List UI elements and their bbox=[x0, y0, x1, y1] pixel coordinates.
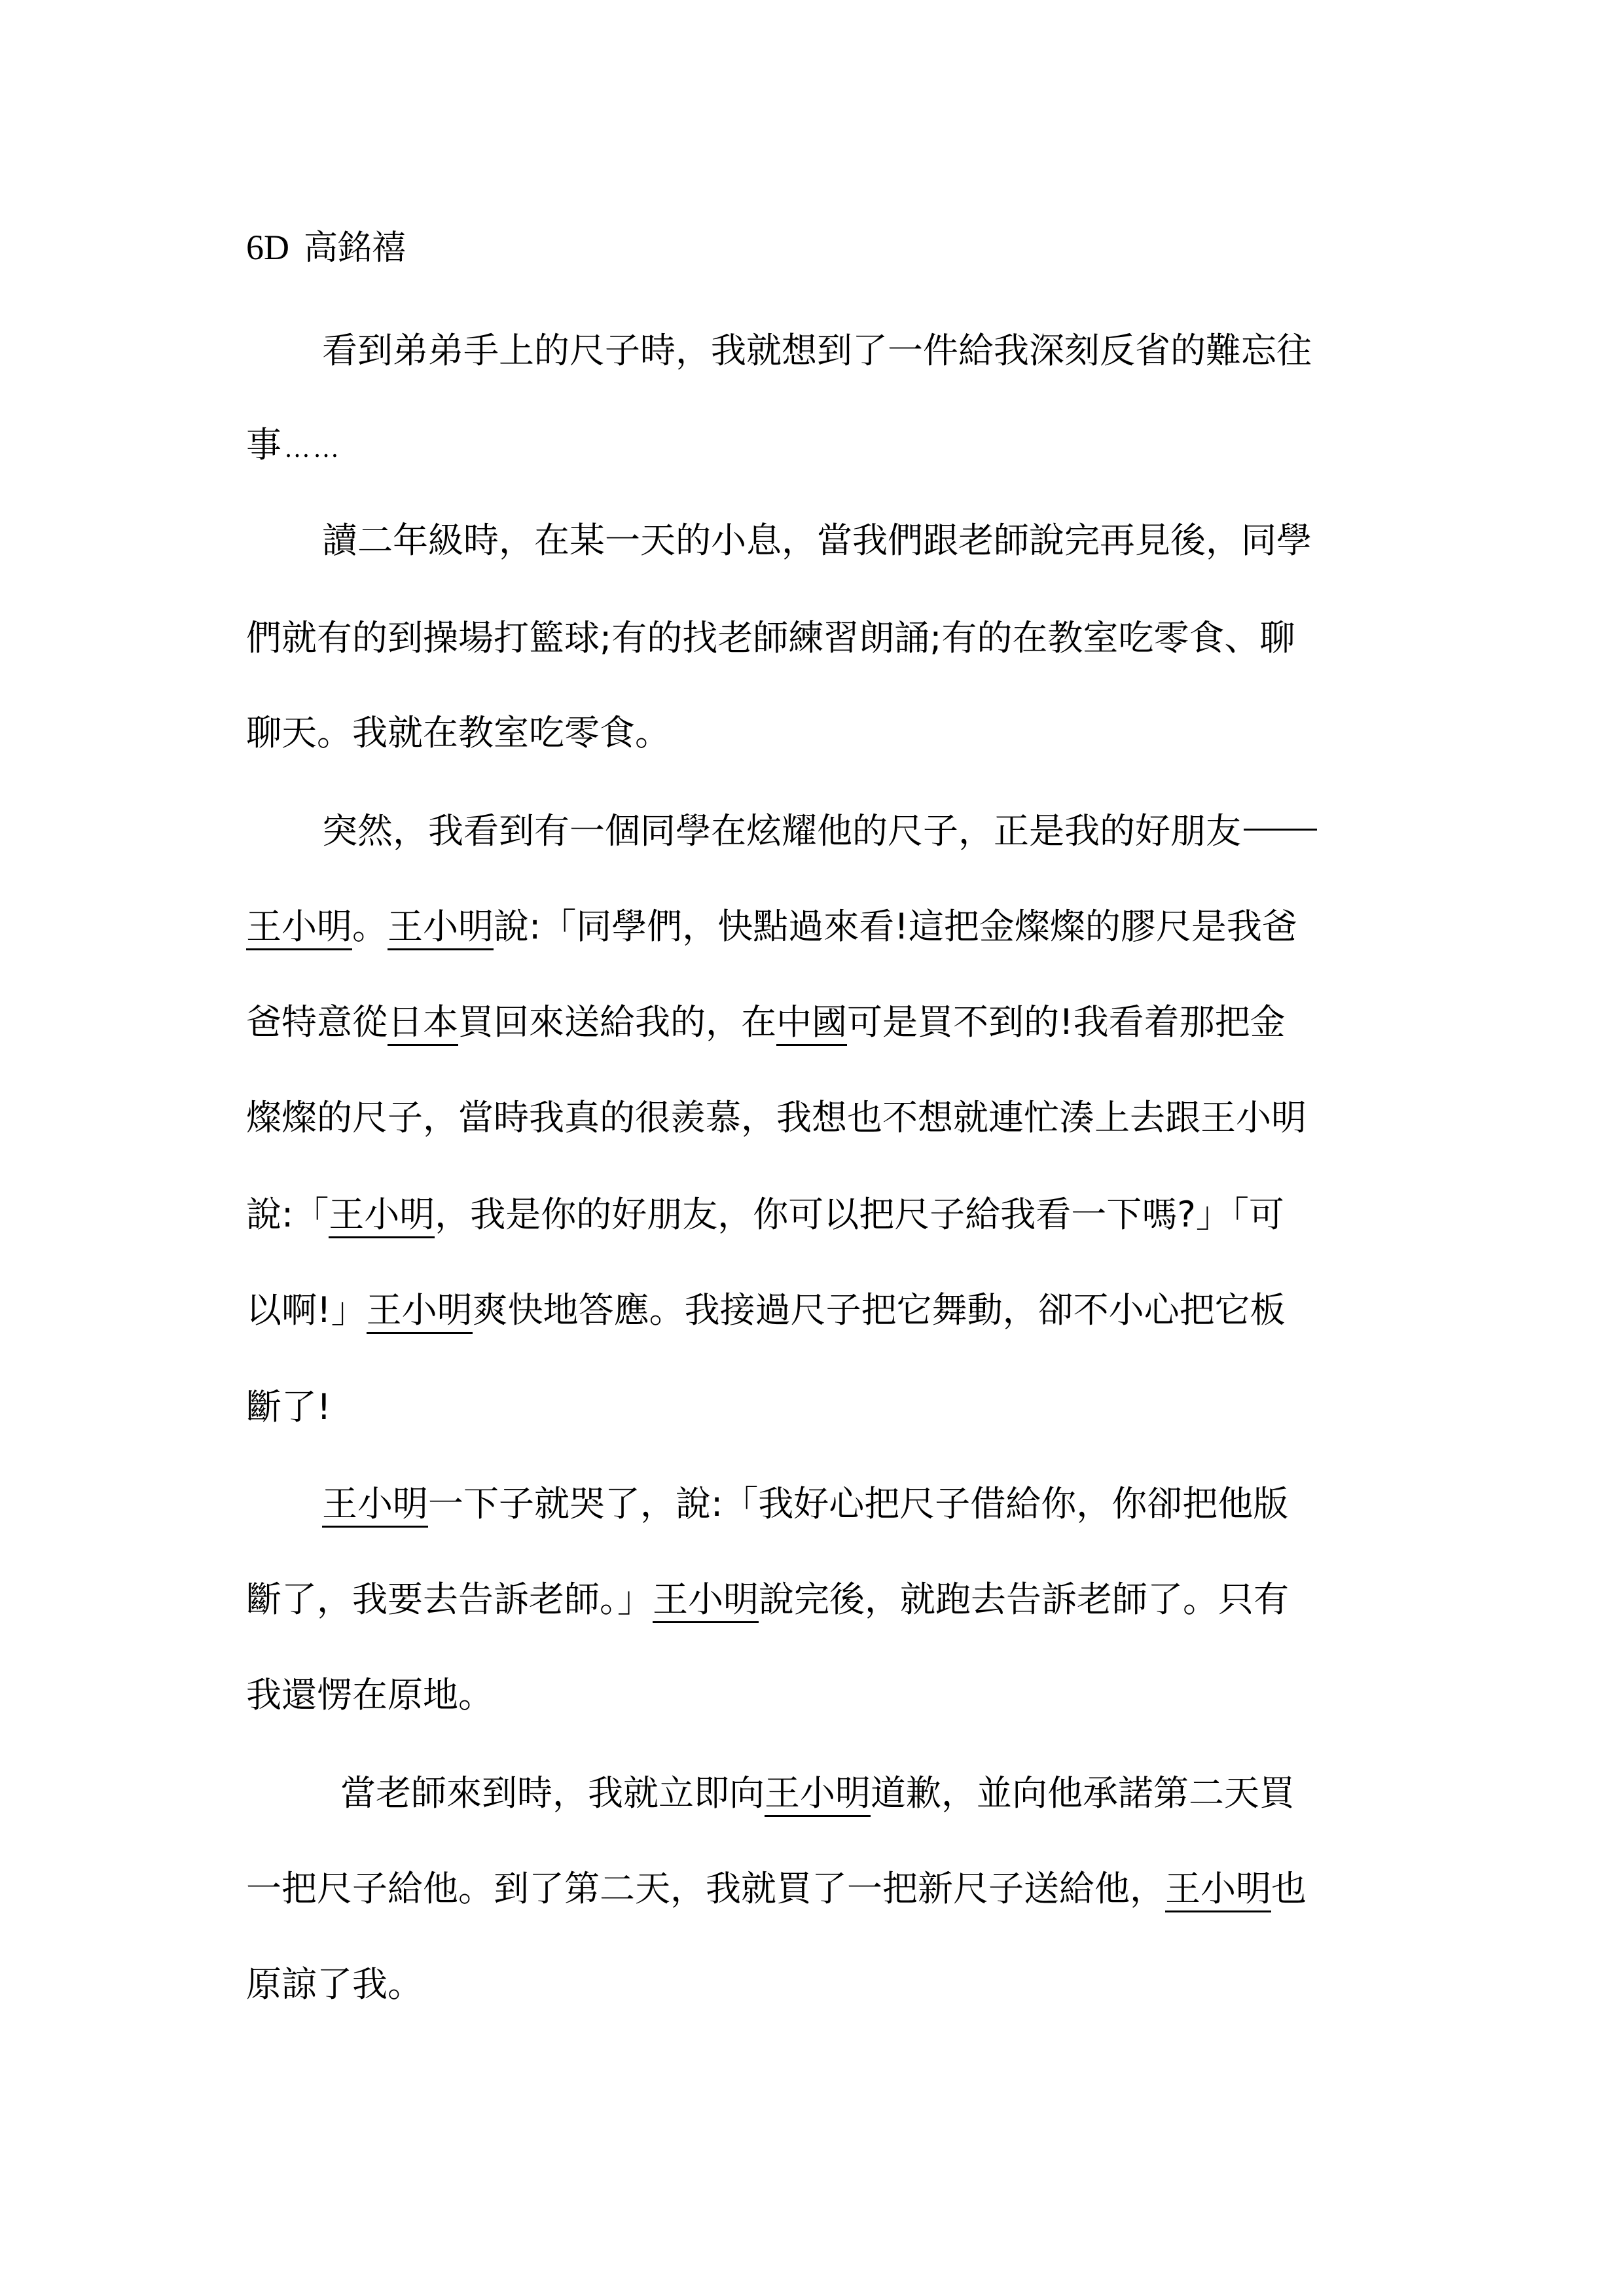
proper-noun-underlined: 王小明 bbox=[329, 1193, 435, 1238]
ellipsis: …… bbox=[284, 433, 342, 463]
proper-noun-underlined: 王小明 bbox=[765, 1772, 871, 1817]
text-segment: 聊天。我就在教室吃零食。 bbox=[246, 712, 670, 753]
text-segment: 事 bbox=[246, 424, 281, 465]
text-segment: 看到弟弟手上的尺子時，我就想到了一件給我深刻反省的難忘往 bbox=[322, 330, 1312, 371]
text-line-5 bbox=[246, 707, 1392, 759]
text-segment: 斷了，我要去告訴老師。」 bbox=[246, 1579, 653, 1620]
author-header bbox=[246, 221, 406, 274]
text-segment: 一把尺子給他。到了第二天，我就買了一把新尺子送給他， bbox=[246, 1868, 1165, 1909]
proper-noun-underlined: 王小明 bbox=[388, 905, 494, 950]
em-dash bbox=[1244, 829, 1317, 831]
text-segment: ，我是你的好朋友，你可以把尺子給我看一下嗎?」「可 bbox=[435, 1194, 1284, 1235]
text-line-9 bbox=[246, 1092, 1392, 1144]
text-segment: 說:「 bbox=[246, 1194, 329, 1235]
text-line-15 bbox=[246, 1669, 1392, 1721]
text-line-17 bbox=[246, 1863, 1392, 1915]
class-code: 6D bbox=[246, 228, 289, 267]
text-line-10 bbox=[246, 1189, 1392, 1241]
proper-noun-underlined: 王小明 bbox=[653, 1578, 759, 1623]
text-line-18 bbox=[246, 1958, 1392, 2011]
text-line-14 bbox=[246, 1573, 1392, 1626]
text-segment: 突然，我看到有一個同學在炫耀他的尺子，正是我的好朋友 bbox=[322, 810, 1241, 852]
text-line-3 bbox=[322, 514, 1392, 567]
text-segment: 原諒了我。 bbox=[246, 1964, 423, 2005]
text-line-11 bbox=[246, 1284, 1392, 1336]
author-name: 高銘禧 bbox=[304, 228, 406, 268]
text-line-12 bbox=[246, 1381, 1392, 1433]
text-segment: 燦燦的尺子，當時我真的很羨慕，我想也不想就連忙湊上去跟王小明 bbox=[246, 1097, 1307, 1138]
proper-noun-underlined: 王小明 bbox=[367, 1289, 473, 1334]
text-line-7 bbox=[246, 901, 1392, 953]
text-segment: 。 bbox=[352, 906, 388, 947]
text-line-13 bbox=[322, 1478, 1392, 1530]
text-line-2 bbox=[246, 419, 1392, 471]
text-segment: 可是買不到的!我看着那把金 bbox=[847, 1001, 1286, 1043]
text-line-1 bbox=[322, 325, 1392, 377]
text-segment: 我還愣在原地。 bbox=[246, 1674, 494, 1715]
text-segment: 買回來送給我的，在 bbox=[458, 1001, 776, 1043]
proper-noun-underlined: 日本 bbox=[388, 1001, 458, 1046]
text-segment: 說:「同學們，快點過來看!這把金燦燦的膠尺是我爸 bbox=[494, 906, 1297, 947]
text-segment: 以啊!」 bbox=[246, 1289, 367, 1331]
proper-noun-underlined: 王小明 bbox=[246, 905, 352, 950]
text-segment: 讀二年級時，在某一天的小息，當我們跟老師說完再見後，同學 bbox=[322, 520, 1312, 561]
text-segment: 一下子就哭了，說:「我好心把尺子借給你，你卻把他版 bbox=[428, 1483, 1289, 1524]
text-segment: 也 bbox=[1271, 1868, 1307, 1909]
text-segment: 爸特意從 bbox=[246, 1001, 388, 1043]
proper-noun-underlined: 王小明 bbox=[1165, 1867, 1271, 1912]
text-segment: 們就有的到操場打籃球;有的找老師練習朗誦;有的在教室吃零食、聊 bbox=[246, 617, 1295, 658]
text-segment: 當老師來到時，我就立即向 bbox=[340, 1772, 765, 1814]
text-line-4 bbox=[246, 612, 1392, 664]
proper-noun-underlined: 中國 bbox=[776, 1001, 847, 1046]
text-segment: 說完後，就跑去告訴老師了。只有 bbox=[759, 1579, 1289, 1620]
proper-noun-underlined: 王小明 bbox=[322, 1482, 428, 1528]
text-line-6 bbox=[322, 805, 1392, 857]
text-line-16 bbox=[340, 1767, 1392, 1820]
text-segment: 斷了! bbox=[246, 1386, 331, 1427]
text-line-8 bbox=[246, 996, 1392, 1049]
text-segment: 爽快地答應。我接過尺子把它舞動，卻不小心把它板 bbox=[472, 1289, 1286, 1331]
text-segment: 道歉，並向他承諾第二天買 bbox=[871, 1772, 1295, 1814]
